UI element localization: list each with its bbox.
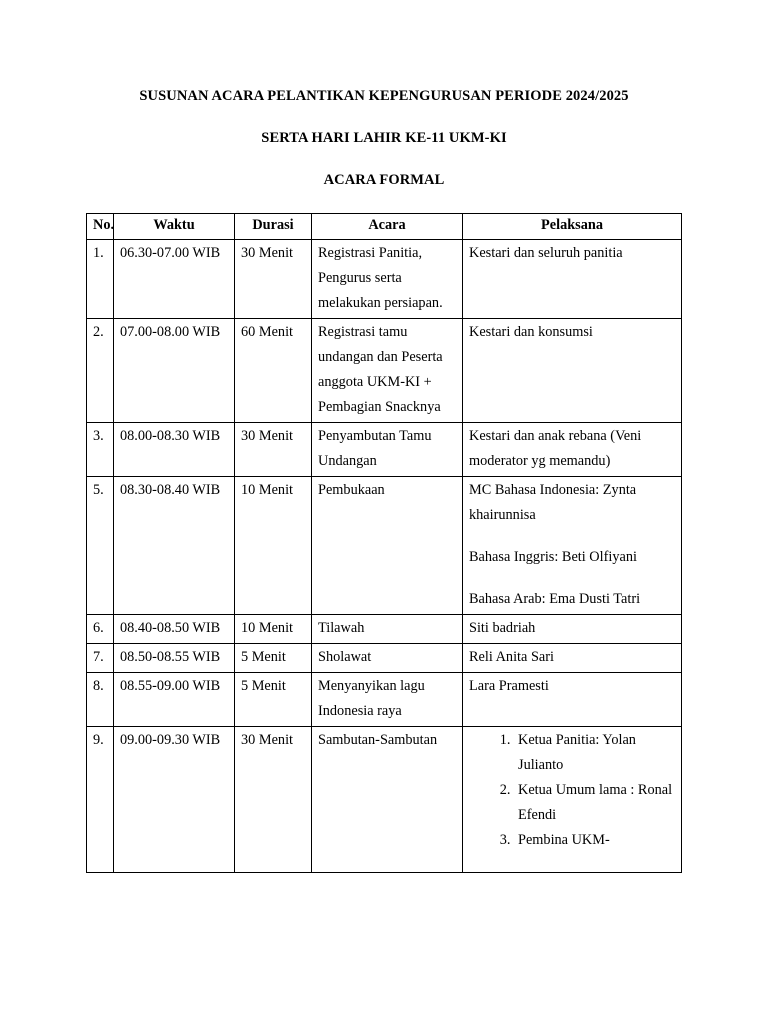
header-waktu: Waktu: [114, 214, 235, 240]
header-acara: Acara: [312, 214, 463, 240]
cell-durasi: 10 Menit: [235, 615, 312, 644]
list-item: 2. Ketua Umum lama : Ronal Efendi: [514, 778, 675, 828]
section-title: ACARA FORMAL: [323, 172, 445, 188]
cell-pelaksana: Reli Anita Sari: [463, 644, 682, 673]
cell-waktu: 06.30-07.00 WIB: [114, 240, 235, 319]
cell-waktu: 07.00-08.00 WIB: [114, 319, 235, 423]
pelaksana-line: Bahasa Arab: Ema Dusti Tatri: [469, 591, 641, 607]
cell-no: 2.: [87, 319, 114, 423]
cell-pelaksana: [463, 727, 682, 873]
cell-no: 3.: [87, 423, 114, 477]
cell-acara: Tilawah: [312, 615, 463, 644]
list-item: 1. Ketua Panitia: Yolan Julianto: [514, 728, 675, 778]
cell-acara: Penyambutan Tamu Undangan: [312, 423, 463, 477]
cell-no: 9.: [87, 727, 114, 873]
cell-pelaksana: Kestari dan seluruh panitia: [463, 240, 682, 319]
table-row: [87, 644, 682, 673]
table-header-row: [87, 214, 682, 240]
cell-durasi: 30 Menit: [235, 423, 312, 477]
cell-pelaksana: Kestari dan konsumsi: [463, 319, 682, 423]
list-item: 3. Pembina UKM-: [514, 828, 675, 853]
cell-pelaksana: [463, 477, 682, 615]
cell-waktu: 08.40-08.50 WIB: [114, 615, 235, 644]
document-subtitle: SERTA HARI LAHIR KE-11 UKM-KI: [261, 130, 507, 146]
cell-no: 5.: [87, 477, 114, 615]
header-no: No.: [87, 214, 114, 240]
cell-acara: Registrasi tamu undangan dan Peserta anggota UKM-KI + Pembagian Snacknya: [312, 319, 463, 423]
header-durasi: Durasi: [235, 214, 312, 240]
cell-no: 6.: [87, 615, 114, 644]
speaker-list: [469, 728, 675, 853]
pelaksana-line: Bahasa Inggris: Beti Olfiyani: [469, 549, 637, 565]
cell-acara: Pembukaan: [312, 477, 463, 615]
header-pelaksana: Pelaksana: [463, 214, 682, 240]
cell-durasi: 30 Menit: [235, 240, 312, 319]
cell-waktu: 09.00-09.30 WIB: [114, 727, 235, 873]
cell-durasi: 5 Menit: [235, 673, 312, 727]
cell-durasi: 60 Menit: [235, 319, 312, 423]
cell-acara: Sambutan-Sambutan: [312, 727, 463, 873]
cell-no: 8.: [87, 673, 114, 727]
cell-pelaksana: Kestari dan anak rebana (Veni moderator yg memandu): [463, 423, 682, 477]
table-row: [87, 615, 682, 644]
cell-no: 7.: [87, 644, 114, 673]
pelaksana-line: MC Bahasa Indonesia: Zynta khairunnisa: [469, 482, 637, 523]
document-title: SUSUNAN ACARA PELANTIKAN KEPENGURUSAN PERIODE 2024/2025: [139, 88, 629, 104]
cell-pelaksana: Siti badriah: [463, 615, 682, 644]
table-row: [87, 319, 682, 423]
cell-no: 1.: [87, 240, 114, 319]
cell-waktu: 08.55-09.00 WIB: [114, 673, 235, 727]
pelaksana-list-wrap: [469, 728, 675, 870]
table-row: [87, 673, 682, 727]
cell-pelaksana: Lara Pramesti: [463, 673, 682, 727]
cell-durasi: 5 Menit: [235, 644, 312, 673]
table-row: [87, 727, 682, 873]
schedule-table: [86, 213, 682, 873]
cell-durasi: 10 Menit: [235, 477, 312, 615]
table-row: [87, 240, 682, 319]
table-row: [87, 423, 682, 477]
cell-durasi: 30 Menit: [235, 727, 312, 873]
cell-acara: Menyanyikan lagu Indonesia raya: [312, 673, 463, 727]
cell-waktu: 08.50-08.55 WIB: [114, 644, 235, 673]
table-row: [87, 477, 682, 615]
cell-waktu: 08.00-08.30 WIB: [114, 423, 235, 477]
cell-acara: Registrasi Panitia, Pengurus serta melakukan persiapan.: [312, 240, 463, 319]
cell-acara: Sholawat: [312, 644, 463, 673]
cell-waktu: 08.30-08.40 WIB: [114, 477, 235, 615]
